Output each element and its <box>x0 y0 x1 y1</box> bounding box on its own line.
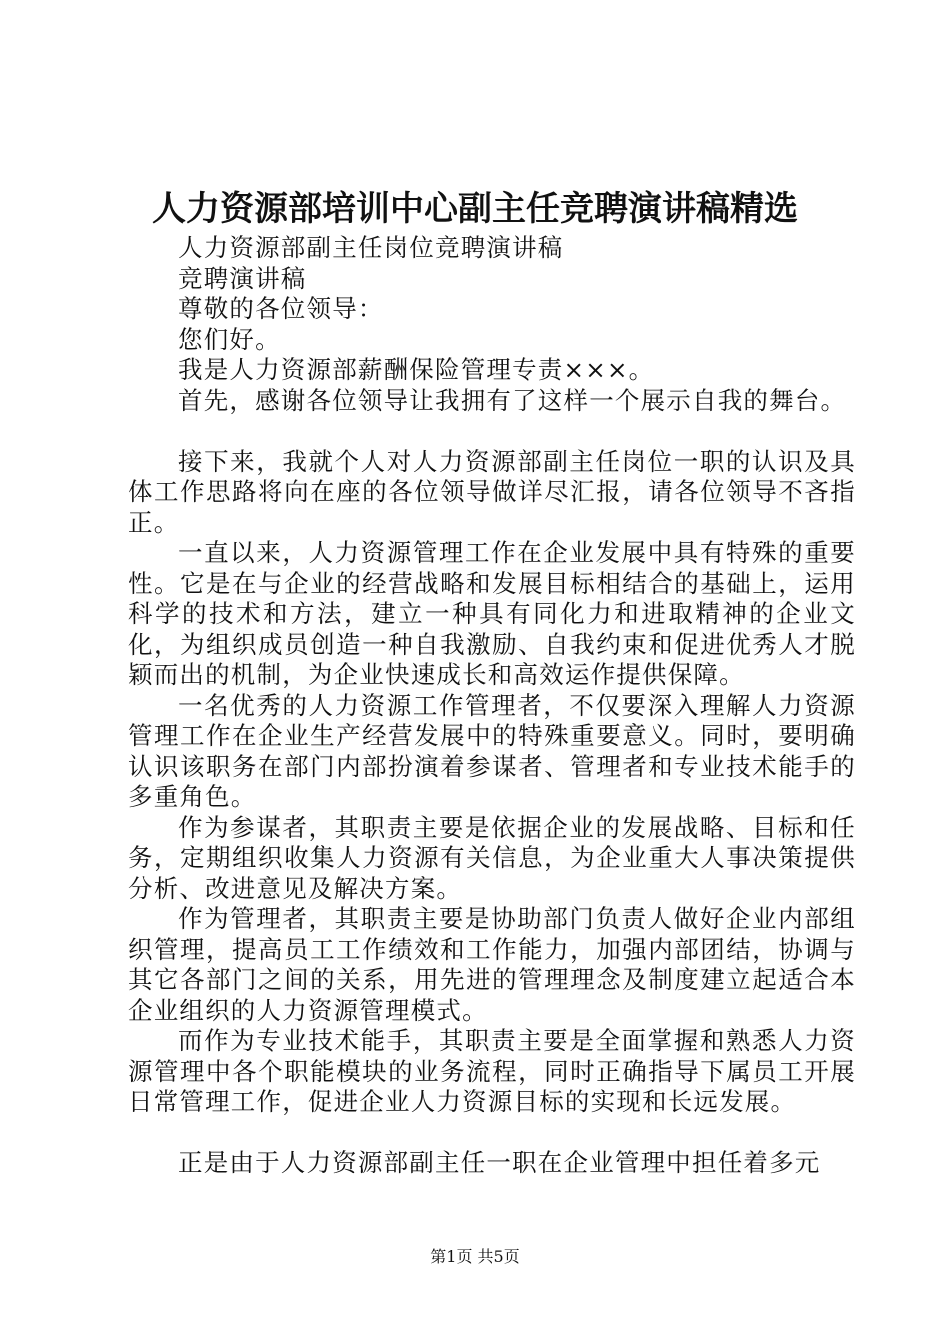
intro-line: 人力资源部副主任岗位竞聘演讲稿 <box>178 233 564 262</box>
body-paragraph: 接下来，我就个人对人力资源部副主任岗位一职的认识及具体工作思路将向在座的各位领导做详尽汇报，请各位领导不吝指正。 <box>128 446 856 537</box>
body-paragraph: 正是由于人力资源部副主任一职在企业管理中担任着多元 <box>178 1148 821 1177</box>
salutation: 尊敬的各位领导： <box>178 294 384 323</box>
self-introduction: 我是人力资源部薪酬保险管理专责×××。 <box>178 355 655 384</box>
paragraph-gap <box>128 416 856 447</box>
page-footer: 第1页 共5页 <box>430 1247 520 1266</box>
body-paragraph: 一直以来，人力资源管理工作在企业发展中具有特殊的重要性。它是在与企业的经营战略和发展目标相结合的基础上，运用科学的技术和方法，建立一种具有同化力和进取精神的企业文化，为组织成员创造一种自我激励、自我约束和促进优秀人才脱颖而出的机制，为企业快速成长和高效运作提供保障。 <box>128 538 856 689</box>
document-body <box>128 233 856 1179</box>
greeting: 您们好。 <box>178 324 281 354</box>
body-paragraph: 一名优秀的人力资源工作管理者，不仅要深入理解人力资源管理工作在企业生产经营发展中的特殊重要意义。同时，要明确认识该职务在部门内部扮演着参谋者、管理者和专业技术能手的多重角色。 <box>128 690 856 811</box>
body-paragraph: 而作为专业技术能手，其职责主要是全面掌握和熟悉人力资源管理中各个职能模块的业务流程，同时正确指导下属员工开展日常管理工作，促进企业人力资源目标的实现和长远发展。 <box>128 1026 856 1116</box>
paragraph-gap <box>128 1118 856 1149</box>
body-paragraph: 作为管理者，其职责主要是协助部门负责人做好企业内部组织管理，提高员工工作绩效和工作能力，加强内部团结，协调与其它各部门之间的关系，用先进的管理理念及制度建立起适合本企业组织的人力资源管理模式。 <box>128 904 856 1025</box>
thanks-line: 首先，感谢各位领导让我拥有了这样一个展示自我的舞台。 <box>178 385 847 415</box>
document-title: 人力资源部培训中心副主任竞聘演讲稿精选 <box>152 189 798 229</box>
intro-line: 竞聘演讲稿 <box>178 263 307 293</box>
body-paragraph: 作为参谋者，其职责主要是依据企业的发展战略、目标和任务，定期组织收集人力资源有关信息，为企业重大人事决策提供分析、改进意见及解决方案。 <box>128 812 856 903</box>
